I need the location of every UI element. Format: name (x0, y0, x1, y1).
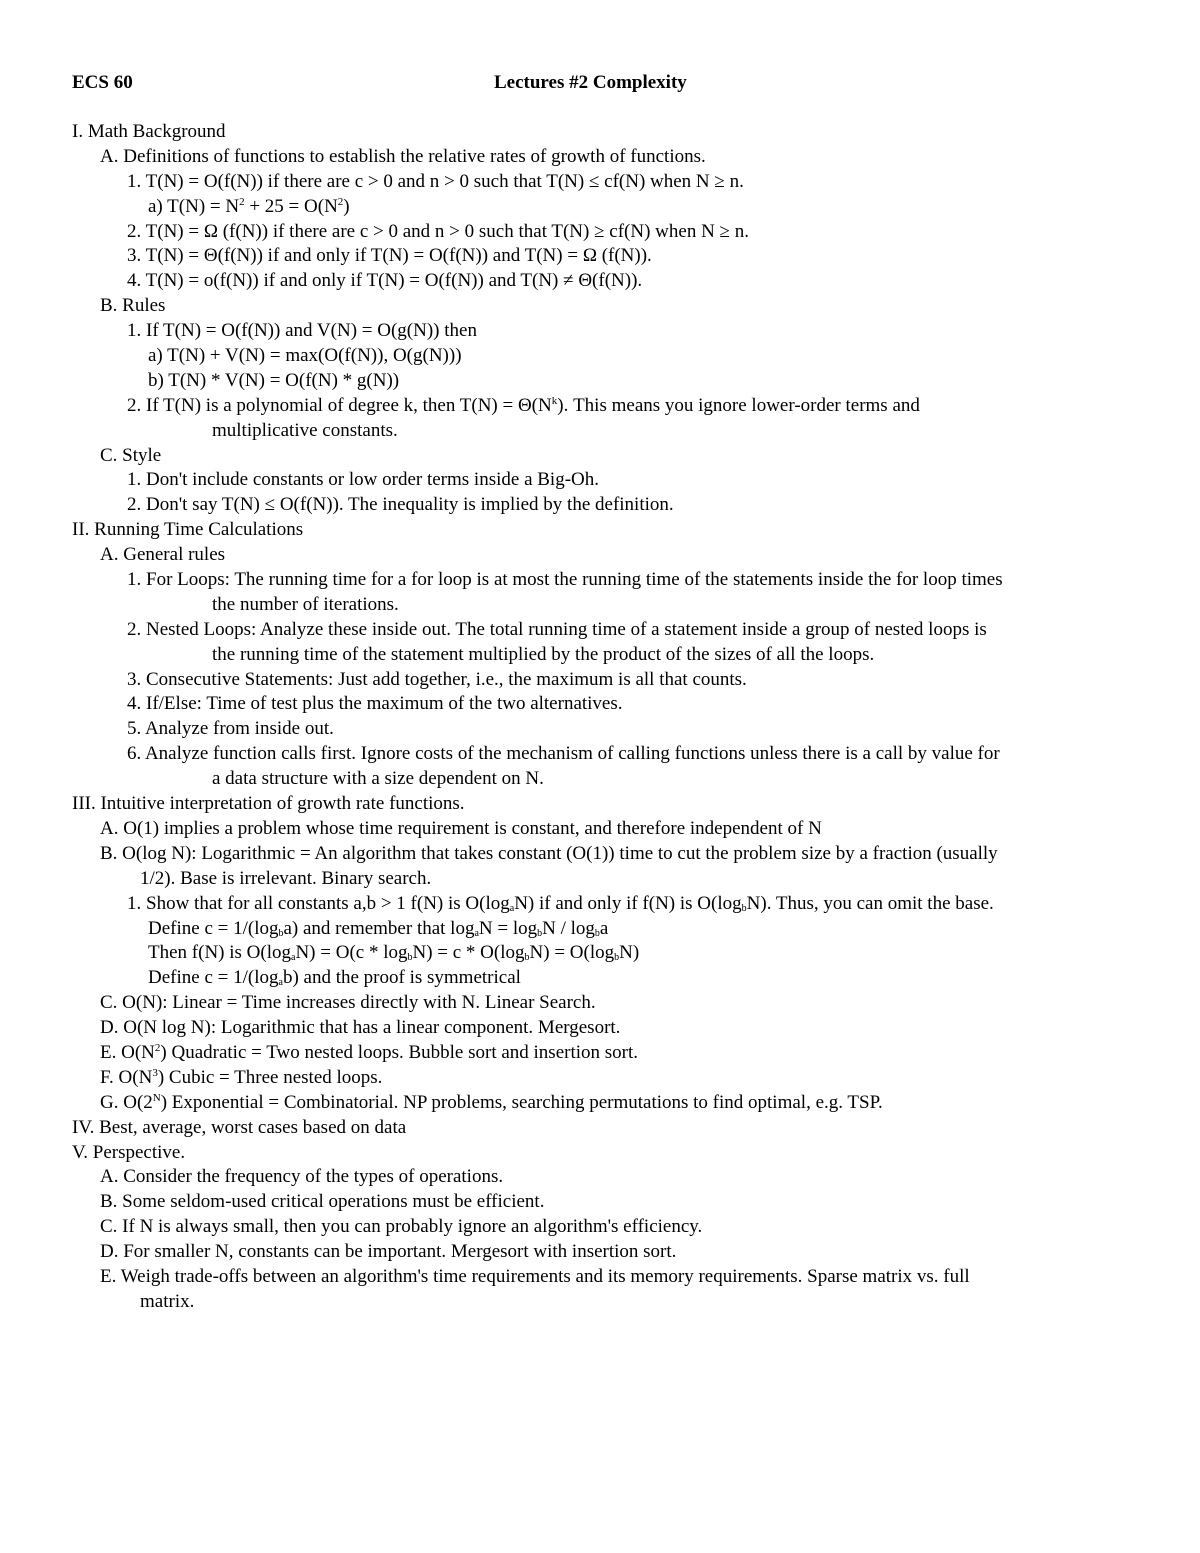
lecture-outline (72, 120, 1132, 1315)
outline-text: 4. T(N) = o(f(N)) if and only if T(N) = O(f(N)) and T(N) ≠ Θ(f(N)). (127, 270, 643, 292)
superscript: 2 (154, 1041, 161, 1054)
outline-text: ) Quadratic = Two nested loops. Bubble sort and insertion sort. (160, 1041, 639, 1063)
subscript: a (509, 902, 515, 914)
subscript: b (594, 927, 600, 939)
outline-text: IV. Best, average, worst cases based on data (72, 1116, 407, 1138)
outline-text: N) = c * O(log (412, 942, 525, 964)
outline-text: the running time of the statement multiplied by the product of the sizes of all the loops. (212, 643, 875, 665)
outline-line (72, 419, 1132, 444)
outline-line (72, 842, 1132, 867)
outline-text: ). This means you ignore lower-order terms and (557, 394, 920, 416)
outline-text: B. Some seldom-used critical operations must be efficient. (100, 1191, 545, 1213)
subscript: a (278, 977, 283, 989)
subscript: b (407, 952, 413, 964)
outline-text: B. Rules (100, 295, 166, 317)
outline-text: 1. Show that for all constants a,b > 1 f(N) is O(log (127, 892, 510, 914)
outline-text: matrix. (140, 1290, 195, 1312)
outline-text: 3. Consecutive Statements: Just add together, i.e., the maximum is all that counts. (127, 668, 747, 690)
subscript: a (291, 952, 296, 964)
outline-line (72, 917, 1132, 942)
outline-line (72, 966, 1132, 991)
outline-line (72, 1066, 1132, 1091)
outline-line (72, 1091, 1132, 1116)
outline-text: A. General rules (100, 544, 226, 566)
outline-line (72, 568, 1132, 593)
outline-line (72, 668, 1132, 693)
outline-text: 2. Don't say T(N) ≤ O(f(N)). The inequality is implied by the definition. (127, 494, 674, 516)
outline-text: C. O(N): Linear = Time increases directly with N. Linear Search. (100, 992, 596, 1014)
outline-line (72, 593, 1132, 618)
outline-line (72, 493, 1132, 518)
superscript: k (551, 394, 558, 407)
outline-text: b) T(N) * V(N) = O(f(N) * g(N)) (148, 369, 400, 391)
outline-text: III. Intuitive interpretation of growth rate functions. (72, 793, 465, 815)
outline-line (72, 867, 1132, 892)
outline-text: 5. Analyze from inside out. (127, 718, 334, 740)
outline-text: b) and the proof is symmetrical (282, 967, 521, 989)
outline-text: N). Thus, you can omit the base. (746, 892, 994, 914)
outline-line (72, 1290, 1132, 1315)
outline-line (72, 1240, 1132, 1265)
outline-text: C. If N is always small, then you can probably ignore an algorithm's efficiency. (100, 1216, 703, 1238)
outline-text: A. Consider the frequency of the types of operations. (100, 1166, 504, 1188)
outline-text: C. Style (100, 444, 162, 466)
outline-text: I. Math Background (72, 121, 226, 142)
outline-text: 2. If T(N) is a polynomial of degree k, then T(N) = Θ(N (127, 394, 552, 416)
outline-line (72, 1190, 1132, 1215)
outline-text: Then f(N) is O(log (148, 942, 291, 964)
outline-text: A. O(1) implies a problem whose time requirement is constant, and therefore independent of N (100, 817, 822, 839)
outline-line (72, 220, 1132, 245)
superscript: N (152, 1091, 161, 1104)
subscript: b (741, 902, 747, 914)
outline-text: E. Weigh trade-offs between an algorithm's time requirements and its memory requirements. Sparse matrix vs. full (100, 1265, 970, 1287)
outline-text: A. Definitions of functions to establish the relative rates of growth of functions. (100, 145, 706, 167)
outline-text: 1. For Loops: The running time for a for loop is at most the running time of the statements inside the for loop times (127, 569, 1003, 591)
outline-line (72, 195, 1132, 220)
outline-text: a (599, 917, 609, 939)
subscript: b (524, 952, 530, 964)
outline-line (72, 394, 1132, 419)
outline-line (72, 244, 1132, 269)
outline-text: Define c = 1/(log (148, 967, 279, 989)
superscript: 3 (152, 1066, 158, 1079)
outline-text: N) (619, 942, 640, 964)
outline-line (72, 444, 1132, 469)
outline-line (72, 344, 1132, 369)
outline-text: N) = O(log (529, 942, 615, 964)
outline-text: N) = O(c * log (295, 942, 408, 964)
outline-text: 1. T(N) = O(f(N)) if there are c > 0 and n > 0 such that T(N) ≤ cf(N) when N ≥ n. (127, 170, 744, 192)
outline-line (72, 1016, 1132, 1041)
outline-text: Define c = 1/(log (148, 917, 279, 939)
outline-text: ) Cubic = Three nested loops. (157, 1066, 383, 1088)
outline-text: ) (343, 195, 350, 217)
outline-line (72, 1265, 1132, 1290)
outline-text: V. Perspective. (72, 1141, 186, 1163)
outline-line (72, 319, 1132, 344)
outline-line (72, 1141, 1132, 1166)
outline-line (72, 991, 1132, 1016)
course-code: ECS 60 (72, 72, 133, 93)
outline-line (72, 294, 1132, 319)
outline-line (72, 692, 1132, 717)
outline-line (72, 817, 1132, 842)
outline-line (72, 170, 1132, 195)
subscript: b (278, 927, 284, 939)
superscript: 2 (239, 195, 245, 208)
outline-line (72, 1165, 1132, 1190)
outline-text: multiplicative constants. (212, 419, 398, 441)
outline-text: B. O(log N): Logarithmic = An algorithm that takes constant (O(1)) time to cut the problem size by a fraction (usually (100, 842, 998, 864)
outline-text: a) T(N) = N (148, 195, 240, 217)
outline-line (72, 145, 1132, 170)
outline-line (72, 941, 1132, 966)
document-title: Lectures #2 Complexity (494, 72, 687, 93)
outline-line (72, 518, 1132, 543)
subscript: a (474, 927, 479, 939)
outline-text: 1. If T(N) = O(f(N)) and V(N) = O(g(N)) then (127, 320, 477, 342)
outline-line (72, 1041, 1132, 1066)
outline-line (72, 468, 1132, 493)
outline-text: ) Exponential = Combinatorial. NP problems, searching permutations to find optimal, e.g. TSP. (160, 1091, 883, 1113)
outline-text: 2. T(N) = Ω (f(N)) if there are c > 0 and n > 0 such that T(N) ≥ cf(N) when N ≥ n. (127, 220, 749, 242)
outline-text: + 25 = O(N (244, 195, 338, 217)
outline-text: E. O(N (100, 1041, 155, 1063)
outline-text: 3. T(N) = Θ(f(N)) if and only if T(N) = O(f(N)) and T(N) = Ω (f(N)). (127, 245, 652, 267)
outline-line (72, 1116, 1132, 1141)
outline-text: 6. Analyze function calls first. Ignore costs of the mechanism of calling functions unless there is a call by value for (127, 743, 1000, 765)
outline-line (72, 1215, 1132, 1240)
outline-text: N = log (478, 917, 538, 939)
subscript: b (614, 952, 620, 964)
outline-line (72, 892, 1132, 917)
outline-line (72, 717, 1132, 742)
outline-text: II. Running Time Calculations (72, 519, 304, 541)
outline-text: D. O(N log N): Logarithmic that has a linear component. Mergesort. (100, 1017, 621, 1039)
outline-text: N / log (542, 917, 595, 939)
outline-line (72, 643, 1132, 668)
outline-text: 4. If/Else: Time of test plus the maximum of the two alternatives. (127, 693, 623, 715)
superscript: 2 (337, 195, 344, 208)
outline-text: a data structure with a size dependent on N. (212, 768, 544, 790)
outline-line (72, 369, 1132, 394)
outline-text: G. O(2 (100, 1091, 153, 1113)
outline-text: N) if and only if f(N) is O(log (514, 892, 742, 914)
outline-text: a) T(N) + V(N) = max(O(f(N)), O(g(N))) (148, 345, 462, 367)
outline-line (72, 767, 1132, 792)
outline-text: a) and remember that log (283, 917, 475, 939)
subscript: b (537, 927, 543, 939)
outline-text: 2. Nested Loops: Analyze these inside out. The total running time of a statement inside a group of nested loops is (127, 618, 987, 640)
outline-text: F. O(N (100, 1066, 153, 1088)
outline-line (72, 543, 1132, 568)
outline-text: 1/2). Base is irrelevant. Binary search. (140, 867, 432, 889)
outline-line (72, 792, 1132, 817)
outline-line (72, 269, 1132, 294)
outline-text: the number of iterations. (212, 593, 399, 615)
outline-line (72, 742, 1132, 767)
outline-line (72, 120, 1132, 145)
outline-text: D. For smaller N, constants can be important. Mergesort with insertion sort. (100, 1241, 677, 1263)
outline-text: 1. Don't include constants or low order terms inside a Big-Oh. (127, 469, 600, 491)
outline-line (72, 618, 1132, 643)
